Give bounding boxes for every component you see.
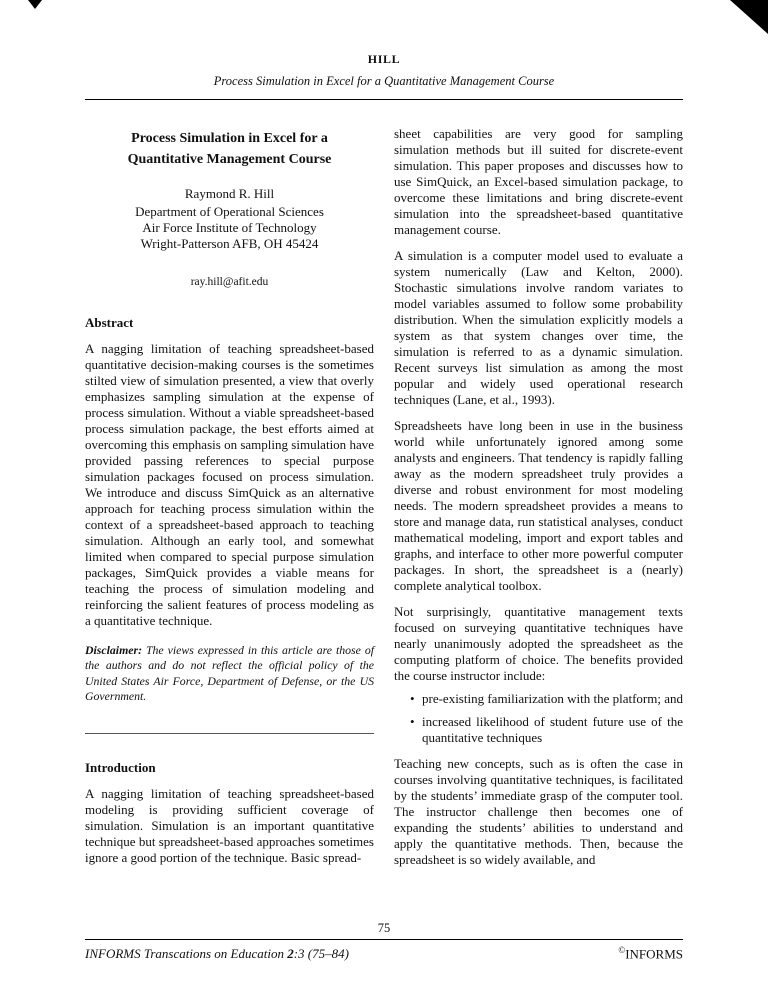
header-rule xyxy=(85,99,683,100)
author-name: Raymond R. Hill xyxy=(184,186,275,201)
introduction-heading: Introduction xyxy=(85,759,156,775)
right-column xyxy=(394,126,683,868)
body-paragraph: Teaching new concepts, such as is often the case in courses involving quantitative techniques, is facilitated by the students’ immediate grasp of the computer tool. The instructor challenge then becomes one of expanding the students’ abilities to understand and apply the quantitative methods. Then, because the spreadsheet is so widely available, and xyxy=(394,756,683,868)
bullet-item: • increased likelihood of student future use of the quantitative techniques xyxy=(410,714,683,746)
left-column xyxy=(85,126,374,868)
bullet-item: • pre-existing familiarization with the platform; and xyxy=(410,691,683,707)
footer-rule xyxy=(85,939,683,940)
benefits-bullet-list xyxy=(410,691,683,746)
journal-volume: 2 xyxy=(287,946,294,961)
abstract-paragraph: A nagging limitation of teaching spreadsheet-based quantitative decision-making courses is the sometimes stilted view of simulation presented, a view that overly emphasizes sampling simulation at the expense of process simulation. Without a viable spreadsheet-based process simulation package, the best efforts aimed at overcoming this emphasis on sampling simulation have provided passing references to special purpose simulation packages focused on process simulation. We introduce and discuss SimQuick as an alternative approach for teaching process simulation within the context of a spreadsheet-based approach to teaching simulation. Although an early tool, and somewhat limited when compared to special purpose simulation packages, SimQuick provides a viable means for teaching the process of simulation modeling and reinforcing the salient features of process modeling as a quantitative technique. xyxy=(85,340,374,628)
introduction-paragraph: A nagging limitation of teaching spreadsheet-based modeling is providing sufficient coverage of simulation. Simulation is an important quantitative technique but spreadsheet-based approaches sometimes ignore a good portion of the technique. Basic spread- xyxy=(85,785,374,865)
section-divider-rule xyxy=(85,733,374,734)
affiliation-line: Department of Operational Sciences xyxy=(135,203,324,219)
page-footer xyxy=(85,921,683,962)
page-number: 75 xyxy=(377,920,391,935)
running-header xyxy=(0,0,768,89)
copyright-mark xyxy=(618,945,683,962)
running-head-author: HILL xyxy=(367,52,401,66)
copyright-symbol: © xyxy=(618,944,626,955)
copyright-name: INFORMS xyxy=(625,946,683,961)
abstract-heading: Abstract xyxy=(85,314,134,330)
disclaimer-paragraph xyxy=(85,643,374,705)
body-paragraph: A simulation is a computer model used to evaluate a system numerically (Law and Kelton, 2000). Stochastic simulations involve random variates to model variables assumed to follow some probability distribution. When the simulation explicitly models a system as that system changes over time, the simulation is referred to as a dynamic simulation. Recent surveys list simulation as among the most popular and widely used operational research techniques (Lane, et al., 1993). xyxy=(394,247,683,407)
footer-line xyxy=(85,945,683,962)
journal-citation xyxy=(85,946,349,962)
body-paragraph: Spreadsheets have long been in use in the business world while unfortunately ignored among some analysts and engineers. That tendency is rapidly falling away as the modern spreadsheet truly provides a diverse and robust environment for most modeling needs. The modern spreadsheet provides a means to store and manage data, run statistical analyses, conduct mathematical modeling, import and export tables and graphs, and interface to other more powerful computer packages. In short, the spreadsheet is a (nearly) complete analytical toolbox. xyxy=(394,417,683,593)
affiliation-line: Air Force Institute of Technology xyxy=(142,220,317,236)
author-email: ray.hill@afit.edu xyxy=(190,275,269,288)
journal-name: INFORMS Transcations on Education xyxy=(85,946,288,961)
disclaimer-text: The views expressed in this article are those of the authors and do not reflect the official policy of the United States Air Force, Department of Defense, or the US Government. xyxy=(85,642,374,704)
disclaimer-label: Disclaimer: xyxy=(85,642,143,657)
body-paragraph: Not surprisingly, quantitative management texts focused on surveying quantitative techniques have nearly unanimously adopted the spreadsheet as the computing platform of choice. The benefits provided the course instructor include: xyxy=(394,603,683,683)
running-head-title: Process Simulation in Excel for a Quantitative Management Course xyxy=(213,74,555,88)
paper-title: Process Simulation in Excel for a Quantitative Management Course xyxy=(127,131,332,167)
journal-issue-pages: :3 (75–84) xyxy=(293,946,349,961)
body-paragraph: sheet capabilities are very good for sampling simulation methods but ill suited for discrete-event simulation. This paper proposes and discusses how to use SimQuick, an Excel-based simulation package, to overcome these limitations and bring discrete-event simulation into the spreadsheet-based quantitative management course. xyxy=(394,126,683,237)
affiliation-line: Wright-Patterson AFB, OH 45424 xyxy=(140,236,319,252)
two-column-body xyxy=(85,126,683,868)
